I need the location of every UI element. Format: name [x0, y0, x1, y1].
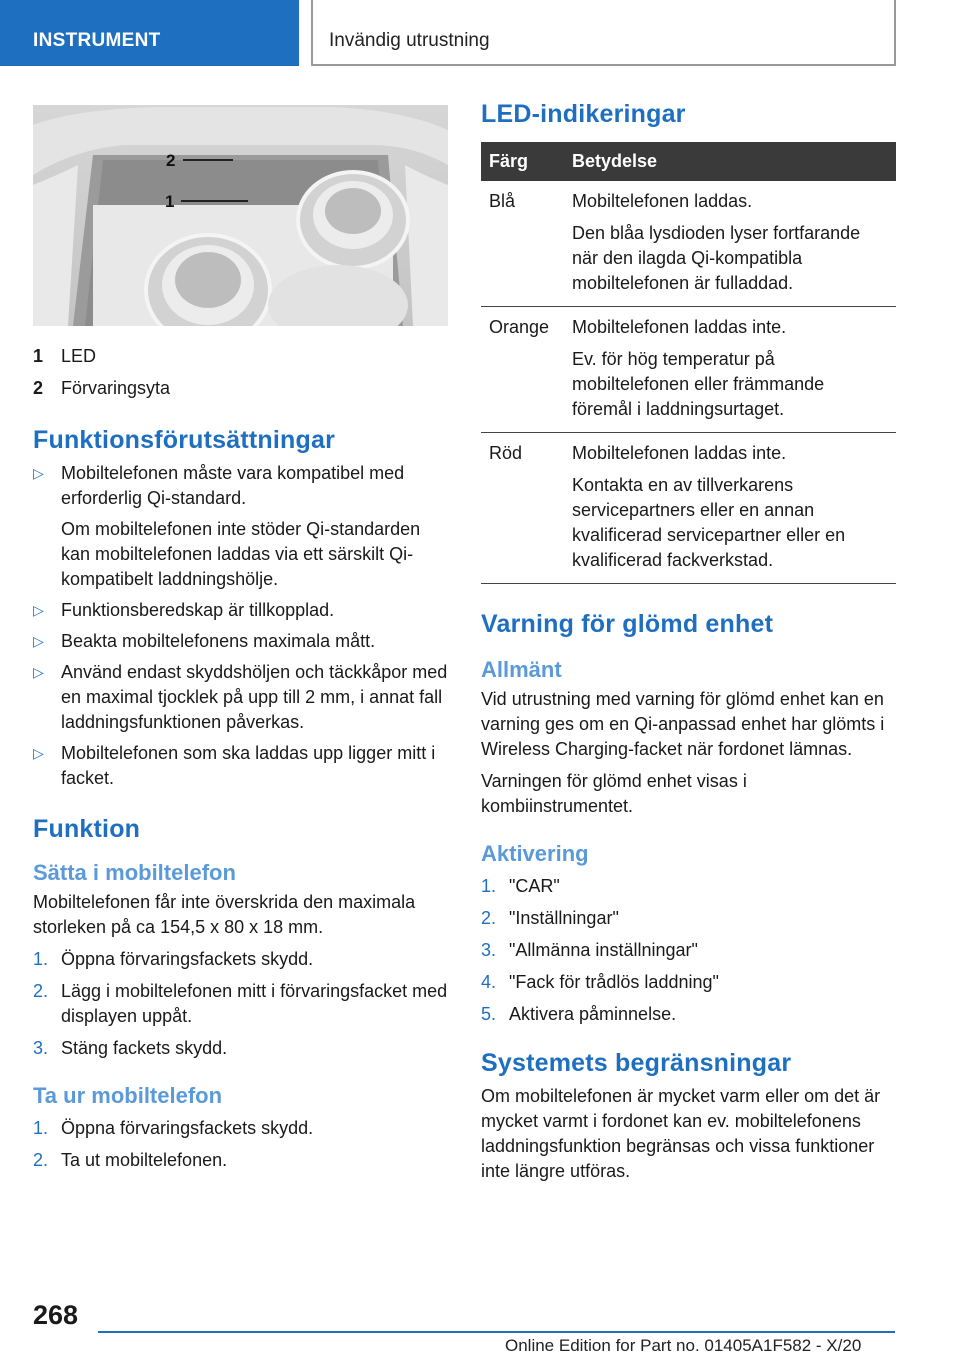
left-column — [33, 105, 448, 1173]
storage-compartment-illustration — [33, 105, 448, 326]
list-item-note: Om mobiltelefonen inte stöder Qi-standarden kan mobiltelefonen laddas via ett särskilt Qi-kompatibelt laddningshölje. — [61, 519, 421, 589]
cell-color: Blå — [481, 181, 564, 307]
edition-note: Online Edition for Part no. 01405A1F582 - X/20 — [505, 1336, 862, 1355]
legend-item — [33, 372, 448, 404]
legend-number: 1 — [33, 346, 44, 366]
meaning-detail: Den blåa lysdioden lyser fortfarande när den ilagda Qi-kompatibla mobiltelefonen är fulladdad. — [572, 223, 861, 293]
list-item-text: Mobiltelefonen måste vara kompatibel med erforderlig Qi-standard. — [61, 463, 405, 508]
remove-phone-heading: Ta ur mobiltelefon — [33, 1083, 223, 1108]
triangle-bullet-icon: ▷ — [33, 465, 44, 481]
meaning-text: Mobiltelefonen laddas inte. — [572, 317, 787, 337]
step-text: Stäng fackets skydd. — [61, 1038, 228, 1058]
list-item-text: Mobiltelefonen som ska laddas upp ligger mitt i facket. — [61, 743, 436, 788]
table-header-meaning: Betydelse — [564, 142, 896, 181]
step-item: 3. "Allmänna inställningar" — [481, 940, 698, 960]
list-item-text: Funktionsberedskap är tillkopplad. — [61, 600, 335, 620]
list-item-text: Beakta mobiltelefonens maximala mått. — [61, 631, 376, 651]
list-item — [33, 741, 448, 791]
activation-heading: Aktivering — [481, 841, 589, 866]
legend-number: 2 — [33, 378, 44, 398]
meaning-detail: Kontakta en av tillverkarens servicepartners eller en annan kvalificerad servicepartner eller en kvalificerad fackverkstad. — [572, 475, 846, 570]
callout-1: 1 — [165, 192, 175, 211]
triangle-bullet-icon: ▷ — [33, 602, 44, 618]
general-paragraph-1: Vid utrustning med varning för glömd enhet kan en varning ges om en Qi-anpassad enhet har glömts i Wireless Charging-facket när fordonet lämnas. — [481, 689, 885, 759]
general-paragraph-2: Varningen för glömd enhet visas i kombiinstrumentet. — [481, 771, 747, 816]
section-title: INSTRUMENT — [33, 30, 161, 51]
subsection-box — [311, 0, 896, 66]
legend-label: LED — [61, 346, 97, 366]
function-heading: Funktion — [33, 815, 141, 843]
section-tab — [0, 0, 299, 66]
system-limits-heading: Systemets begränsningar — [481, 1049, 792, 1077]
step-item: 5. Aktivera påminnelse. — [481, 1004, 677, 1024]
triangle-bullet-icon: ▷ — [33, 664, 44, 680]
prerequisites-heading: Funktionsförutsättningar — [33, 426, 336, 454]
list-item-text: Använd endast skyddshöljen och täckkåpor med en maximal tjocklek på upp till 2 mm, i annat fall laddningsfunktionen påverkas. — [61, 662, 448, 732]
step-text: "Allmänna inställningar" — [509, 940, 698, 960]
insert-intro: Mobiltelefonen får inte överskrida den maximala storleken på ca 154,5 x 80 x 18 mm. — [33, 892, 416, 937]
meaning-text: Mobiltelefonen laddas inte. — [572, 443, 787, 463]
cell-meaning — [564, 433, 896, 584]
legend-label: Förvaringsyta — [61, 378, 171, 398]
step-item: 2. Lägg i mobiltelefonen mitt i förvaringsfacket med displayen uppåt. — [33, 981, 448, 1026]
system-limits-paragraph: Om mobiltelefonen är mycket varm eller om det är mycket varmt i fordonet kan ev. mobiltelefonens laddningsfunktion begränsas och vissa funktioner inte längre utföras. — [481, 1086, 881, 1181]
forgotten-device-heading: Varning för glömd enhet — [481, 610, 774, 638]
meaning-detail: Ev. för hög temperatur på mobiltelefonen eller främmande föremål i laddningsurtaget. — [572, 349, 825, 419]
triangle-bullet-icon: ▷ — [33, 633, 44, 649]
step-item: 2. "Inställningar" — [481, 908, 619, 928]
table-header-row — [481, 142, 896, 181]
table-row — [481, 433, 896, 584]
subsection-title: Invändig utrustning — [329, 30, 490, 51]
led-indicators-heading: LED-indikeringar — [481, 100, 686, 128]
step-item: 1. Öppna förvaringsfackets skydd. — [33, 1118, 314, 1138]
led-table — [481, 142, 896, 584]
step-text: "CAR" — [509, 876, 560, 896]
step-item: 2. Ta ut mobiltelefonen. — [33, 1150, 228, 1170]
footer-divider — [98, 1331, 895, 1333]
step-text: Lägg i mobiltelefonen mitt i förvaringsfacket med displayen uppåt. — [61, 981, 448, 1026]
activation-steps — [481, 874, 896, 1027]
prerequisites-list — [33, 461, 448, 791]
list-item — [33, 598, 448, 623]
step-item: 4. "Fack för trådlös laddning" — [481, 972, 719, 992]
step-item: 3. Stäng fackets skydd. — [33, 1038, 228, 1058]
step-text: "Fack för trådlös laddning" — [509, 972, 719, 992]
step-text: "Inställningar" — [509, 908, 619, 928]
cell-meaning — [564, 307, 896, 433]
general-heading: Allmänt — [481, 657, 562, 682]
legend-item — [33, 340, 448, 372]
callout-2: 2 — [166, 151, 176, 170]
insert-phone-heading: Sätta i mobiltelefon — [33, 860, 236, 885]
cell-color: Orange — [481, 307, 564, 433]
figure-legend — [33, 340, 448, 404]
insert-steps — [33, 947, 448, 1061]
right-column — [481, 100, 896, 1184]
table-header-color: Färg — [481, 142, 564, 181]
step-item: 1. "CAR" — [481, 876, 560, 896]
meaning-text: Mobiltelefonen laddas. — [572, 191, 753, 211]
triangle-bullet-icon: ▷ — [33, 745, 44, 761]
table-row — [481, 307, 896, 433]
remove-steps — [33, 1116, 448, 1173]
table-row — [481, 181, 896, 307]
list-item — [33, 629, 448, 654]
cell-color: Röd — [481, 433, 564, 584]
step-item: 1. Öppna förvaringsfackets skydd. — [33, 949, 314, 969]
step-text: Öppna förvaringsfackets skydd. — [61, 949, 314, 969]
cell-meaning — [564, 181, 896, 307]
list-item — [33, 461, 448, 592]
step-text: Aktivera påminnelse. — [509, 1004, 677, 1024]
step-text: Ta ut mobiltelefonen. — [61, 1150, 228, 1170]
page-number: 268 — [33, 1300, 79, 1330]
list-item — [33, 660, 448, 735]
step-text: Öppna förvaringsfackets skydd. — [61, 1118, 314, 1138]
